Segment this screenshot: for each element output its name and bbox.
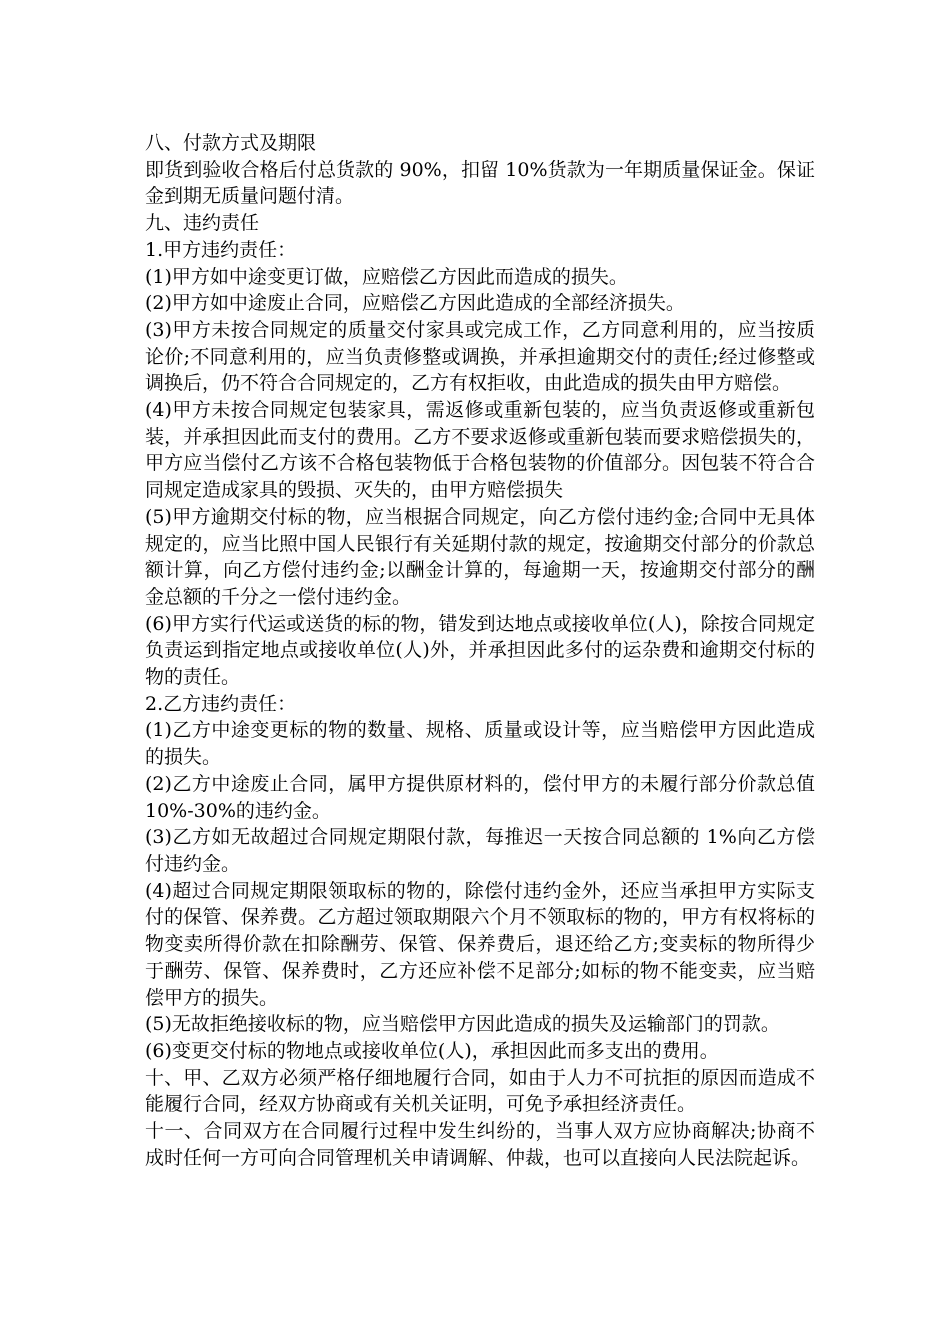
clause-b-3: (3)乙方如无故超过合同规定期限付款，每推迟一天按合同总额的 1%向乙方偿付违约金。: [145, 826, 815, 875]
section-force-majeure: 十、甲、乙双方必须严格仔细地履行合同，如由于人力不可抗拒的原因而造成不能履行合同，经双方协商或有关机关证明，可免予承担经济责任。: [145, 1066, 815, 1116]
clause-a-2: (2)甲方如中途废止合同，应赔偿乙方因此造成的全部经济损失。: [145, 292, 685, 315]
clause-b-5: (5)无故拒绝接收标的物，应当赔偿甲方因此造成的损失及运输部门的罚款。: [145, 1013, 780, 1036]
clause-b-6: (6)变更交付标的物地点或接收单位(人)，承担因此而多支出的费用。: [145, 1039, 719, 1062]
clause-b-4: (4)超过合同规定期限领取标的物的，除偿付违约金外，还应当承担甲方实际支付的保管、保养费。乙方超过领取期限六个月不领取标的物的，甲方有权将标的物变卖所得价款在扣除酬劳、保管、保养费后，退还给乙方;变卖标的物所得少于酬劳、保管、保养费时，乙方还应补偿不足部分;如标的物不能变卖，应当赔偿甲方的损失。: [145, 879, 815, 1009]
document-page: [145, 130, 815, 1171]
paragraph-payment-terms: 即货到验收合格后付总货款的 90%，扣留 10%货款为一年期质量保证金。保证金到期无质量问题付清。: [145, 158, 815, 208]
clause-b-2: (2)乙方中途废止合同，属甲方提供原材料的，偿付甲方的未履行部分价款总值 10%-30%的违约金。: [145, 772, 815, 822]
clause-b-1: (1)乙方中途变更标的物的数量、规格、质量或设计等，应当赔偿甲方因此造成的损失。: [145, 719, 815, 769]
section-heading-liability: 九、违约责任: [145, 212, 260, 235]
clause-a-6: (6)甲方实行代运或送货的标的物，错发到达地点或接收单位(人)，除按合同规定负责运到指定地点或接收单位(人)外，并承担因此多付的运杂费和逾期交付标的物的责任。: [145, 612, 815, 689]
section-dispute-resolution: 十一、合同双方在合同履行过程中发生纠纷的，当事人双方应协商解决;协商不成时任何一方可向合同管理机关申请调解、仲裁，也可以直接向人民法院起诉。: [145, 1120, 815, 1169]
clause-a-1: (1)甲方如中途变更订做，应赔偿乙方因此而造成的损失。: [145, 265, 628, 288]
subheading-party-a-liability: 1.甲方违约责任：: [145, 238, 297, 261]
clause-a-4: (4)甲方未按合同规定包装家具，需返修或重新包装的，应当负责返修或重新包装，并承担因此而支付的费用。乙方不要求返修或重新包装而要求赔偿损失的，甲方应当偿付乙方该不合格包装物低于合格包装物的价值部分。因包装不符合合同规定造成家具的毁损、灭失的，由甲方赔偿损失: [145, 399, 815, 502]
clause-a-5: (5)甲方逾期交付标的物，应当根据合同规定，向乙方偿付违约金;合同中无具体规定的，应当比照中国人民银行有关延期付款的规定，按逾期交付部分的价款总额计算，向乙方偿付违约金;以酬金计算的，每逾期一天，按逾期交付部分的酬金总额的千分之一偿付违约金。: [145, 505, 815, 608]
clause-a-3: (3)甲方未按合同规定的质量交付家具或完成工作，乙方同意利用的，应当按质论价;不同意利用的，应当负责修整或调换，并承担逾期交付的责任;经过修整或调换后，仍不符合合同规定的，乙方有权拒收，由此造成的损失由甲方赔偿。: [145, 318, 815, 395]
section-heading-payment: 八、付款方式及期限: [145, 132, 317, 154]
subheading-party-b-liability: 2.乙方违约责任：: [145, 692, 297, 715]
